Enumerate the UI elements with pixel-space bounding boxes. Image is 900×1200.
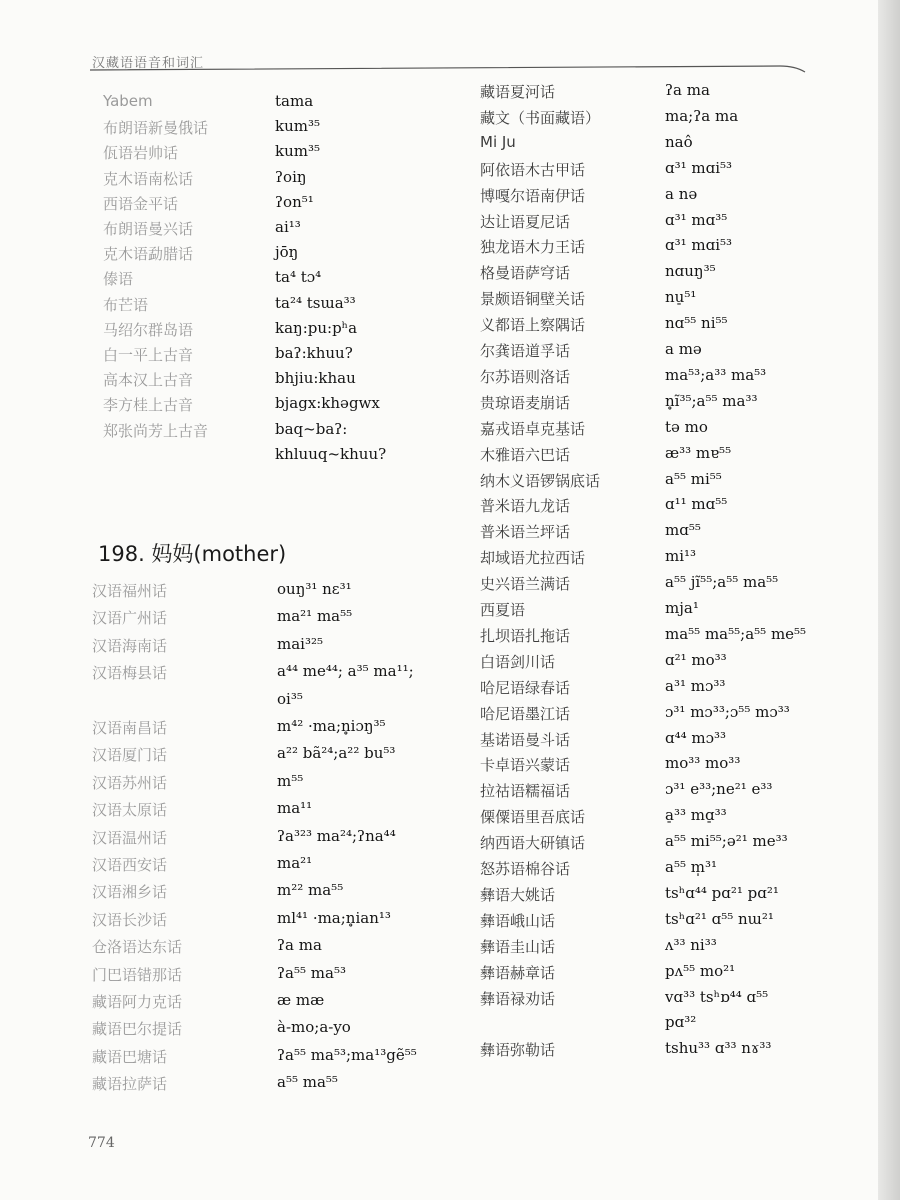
dictionary-entry — [480, 599, 880, 625]
word-form: m⁴² ·ma;n̥iɔŋ³⁵ — [277, 717, 386, 735]
dictionary-entry — [92, 936, 492, 962]
language-name: 李方桂上古音 — [103, 396, 194, 415]
dictionary-entry — [480, 314, 880, 340]
word-form: a mə — [665, 340, 702, 358]
dictionary-entry — [480, 547, 880, 573]
dictionary-entry — [92, 964, 492, 990]
word-form: a nə — [665, 184, 698, 203]
language-name: 汉语厦门话 — [92, 746, 168, 765]
word-form: a³¹ mɔ³³ — [665, 676, 726, 695]
language-name: 达让语夏尼话 — [480, 212, 571, 231]
dictionary-entry — [92, 690, 492, 716]
word-form: bhjiu:khau — [275, 369, 356, 388]
language-name: 阿依语木古甲话 — [480, 160, 586, 179]
language-name: 藏语拉萨话 — [92, 1075, 168, 1094]
word-form: kum³⁵ — [275, 117, 320, 136]
language-name: 纳木义语锣锅底话 — [480, 471, 601, 490]
dictionary-entry — [92, 909, 492, 935]
header-rule — [90, 56, 810, 76]
word-form: ɔ³¹ mɔ³³;ɔ⁵⁵ mɔ³³ — [665, 702, 790, 721]
dictionary-entry — [92, 744, 492, 770]
language-name: 马绍尔群岛语 — [103, 320, 194, 339]
word-form: naô — [665, 132, 693, 151]
word-form: ta⁴ tɔ⁴ — [275, 268, 322, 287]
dictionary-entry — [103, 168, 503, 194]
dictionary-entry — [480, 185, 880, 211]
word-form: ɑ³¹ mɑi⁵³ — [665, 236, 733, 255]
language-name: 白一平上古音 — [103, 346, 194, 364]
word-form: ouŋ³¹ nɛ³¹ — [277, 580, 352, 598]
language-name: 扎坝语扎拖话 — [480, 626, 571, 645]
language-name: 汉语南昌话 — [92, 719, 168, 737]
dictionary-entry — [92, 827, 492, 853]
word-form: mɑ⁵⁵ — [665, 521, 701, 540]
dictionary-entry — [103, 117, 503, 143]
dictionary-entry — [92, 1046, 492, 1072]
word-form: æ mæ — [277, 991, 325, 1009]
word-form: a⁴⁴ me⁴⁴; a³⁵ ma¹¹; — [277, 662, 414, 681]
word-form: mi¹³ — [665, 547, 697, 566]
dictionary-entry — [480, 418, 880, 444]
language-name: 彝语圭山话 — [480, 937, 556, 956]
dictionary-entry — [480, 1013, 880, 1039]
dictionary-entry — [92, 580, 492, 606]
dictionary-entry — [103, 420, 503, 446]
dictionary-entry — [480, 832, 880, 858]
running-header: 汉藏语语音和词汇 — [92, 56, 205, 71]
dictionary-entry — [103, 294, 503, 320]
language-name: 卡卓语兴蒙话 — [480, 756, 571, 775]
word-form: ɔ³¹ e³³;ne²¹ e³³ — [665, 780, 773, 799]
language-name: 普米语九龙话 — [480, 497, 571, 516]
dictionary-entry — [480, 729, 880, 755]
dictionary-entry — [480, 288, 880, 314]
dictionary-entry — [103, 394, 503, 420]
word-form: kaŋ:pu:pʰa — [275, 318, 358, 337]
dictionary-entry — [480, 133, 880, 159]
word-form: a⁵⁵ mi⁵⁵ — [665, 469, 722, 488]
dictionary-entry — [480, 495, 880, 521]
language-name: 尔苏语则洛话 — [480, 367, 571, 386]
word-form: bjagx:khəgwx — [275, 394, 380, 413]
dictionary-entry — [480, 366, 880, 392]
language-name: 汉语广州话 — [92, 609, 168, 628]
word-form: oi³⁵ — [277, 689, 303, 708]
dictionary-entry — [92, 635, 492, 661]
language-name: 景颇语铜壁关话 — [480, 290, 586, 309]
language-name: 汉语湘乡话 — [92, 883, 168, 902]
language-name: 仓洛语达东话 — [92, 938, 183, 957]
language-name: 布朗语新曼俄话 — [103, 119, 209, 138]
dictionary-entry — [92, 662, 492, 688]
dictionary-entry — [480, 703, 880, 729]
word-form: a⁵⁵ ma⁵⁵ — [277, 1073, 338, 1092]
dictionary-entry — [480, 236, 880, 262]
word-form: mo³³ mo³³ — [665, 754, 741, 773]
language-name: 史兴语兰满话 — [480, 575, 571, 594]
dictionary-entry — [480, 884, 880, 910]
word-form: ʔa ma — [277, 936, 322, 955]
word-form: ʔa ma — [665, 81, 710, 99]
language-name: 拉祜语糯福话 — [480, 782, 571, 801]
word-form: ml⁴¹ ·ma;n̥ian¹³ — [277, 908, 391, 927]
language-name: 傈僳语里吾底话 — [480, 808, 586, 827]
word-form: a⁵⁵ jĩ⁵⁵;a⁵⁵ ma⁵⁵ — [665, 573, 779, 592]
dictionary-entry — [480, 910, 880, 936]
language-name: 彝语赫章话 — [480, 963, 556, 982]
word-form: ʔa⁵⁵ ma⁵³;ma¹³gẽ⁵⁵ — [277, 1045, 417, 1064]
dictionary-entry — [103, 445, 503, 471]
dictionary-entry — [92, 991, 492, 1017]
word-form: ma²¹ — [277, 854, 313, 872]
dictionary-entry — [103, 243, 503, 269]
word-form: a²² bã²⁴;a²² bu⁵³ — [277, 744, 396, 763]
word-form: ɑ¹¹ mɑ⁵⁵ — [665, 495, 728, 514]
section-title: 198. 妈妈(mother) — [98, 542, 287, 566]
dictionary-entry — [480, 625, 880, 651]
dictionary-entry — [480, 392, 880, 418]
language-name: 高本汉上古音 — [103, 371, 194, 390]
word-form: a⁵⁵ m̩³¹ — [665, 858, 717, 876]
word-form: ɑ⁴⁴ mɔ³³ — [665, 728, 727, 747]
language-name: Yabem — [103, 92, 153, 110]
dictionary-entry — [480, 211, 880, 237]
language-name: 义都语上察隅话 — [480, 316, 586, 335]
language-name: 傣语 — [103, 270, 134, 289]
word-form: ʌ³³ ni³³ — [665, 935, 717, 954]
dictionary-entry — [480, 444, 880, 470]
word-form: tsʰɑ⁴⁴ pɑ²¹ pɑ²¹ — [665, 883, 779, 902]
language-name: 哈尼语绿春话 — [480, 678, 571, 697]
dictionary-entry — [480, 858, 880, 884]
dictionary-entry — [480, 962, 880, 988]
language-name: 汉语苏州话 — [92, 773, 168, 792]
dictionary-entry — [480, 780, 880, 806]
word-form: khluuq~khuu? — [275, 444, 387, 463]
word-form: n̥ĩ³⁵;a⁵⁵ ma³³ — [665, 391, 758, 410]
dictionary-entry — [480, 159, 880, 185]
language-name: 独龙语木力王话 — [480, 238, 586, 257]
dictionary-entry — [103, 319, 503, 345]
dictionary-entry — [480, 470, 880, 496]
word-form: kum³⁵ — [275, 142, 320, 161]
language-name: 格曼语萨穹话 — [480, 264, 571, 283]
word-form: tama — [275, 92, 314, 110]
word-form: ɑ³¹ mɑi⁵³ — [665, 158, 733, 177]
word-form: pʌ⁵⁵ mo²¹ — [665, 961, 736, 980]
dictionary-entry — [103, 142, 503, 168]
dictionary-entry — [92, 1073, 492, 1099]
language-name: 彝语禄劝话 — [480, 989, 556, 1008]
language-name: 却域语尤拉西话 — [480, 549, 586, 568]
dictionary-entry — [480, 107, 880, 133]
word-form: baʔ:khuu? — [275, 344, 353, 362]
language-name: 布芒语 — [103, 295, 149, 314]
word-form: æ³³ mɐ⁵⁵ — [665, 443, 732, 462]
language-name: 藏语夏河话 — [480, 83, 556, 101]
word-form: pɑ³² — [665, 1013, 697, 1032]
word-form: vɑ³³ tsʰɒ⁴⁴ ɑ⁵⁵ — [665, 987, 769, 1006]
language-name: 佤语岩帅话 — [103, 144, 179, 163]
language-name: 藏语阿力克话 — [92, 993, 183, 1011]
language-name: 贵琼语麦崩话 — [480, 393, 571, 412]
dictionary-entry — [103, 92, 503, 118]
word-form: ai¹³ — [275, 218, 301, 236]
language-name: 基诺语曼斗话 — [480, 730, 571, 749]
word-form: tsʰɑ²¹ ɑ⁵⁵ nɯ²¹ — [665, 909, 774, 928]
dictionary-entry — [480, 806, 880, 832]
word-form: nu̠⁵¹ — [665, 288, 697, 307]
word-form: tə mo — [665, 417, 708, 436]
language-name: 克木语勐腊话 — [103, 245, 194, 264]
word-form: ma⁵⁵ ma⁵⁵;a⁵⁵ me⁵⁵ — [665, 624, 807, 643]
language-name: 尔龚语道孚话 — [480, 342, 571, 360]
word-form: a⁵⁵ mi⁵⁵;ə²¹ me³³ — [665, 832, 788, 851]
language-name: Mi Ju — [480, 132, 516, 151]
language-name: 哈尼语墨江话 — [480, 704, 571, 723]
word-form: nɑ⁵⁵ ni⁵⁵ — [665, 314, 728, 333]
page-spine-shadow — [878, 0, 900, 1200]
language-name: 普米语兰坪话 — [480, 523, 571, 542]
dictionary-entry — [103, 268, 503, 294]
page-number: 774 — [88, 1135, 115, 1151]
word-form: mja¹ — [665, 599, 699, 617]
language-name: 汉语梅县话 — [92, 664, 168, 683]
language-name: 西夏语 — [480, 601, 526, 619]
word-form: mai³²⁵ — [277, 634, 324, 653]
dictionary-entry — [480, 988, 880, 1014]
dictionary-entry — [92, 854, 492, 880]
language-name: 木雅语六巴话 — [480, 445, 571, 464]
dictionary-entry — [92, 1018, 492, 1044]
word-form: à-mo;a-yo — [277, 1018, 351, 1037]
word-form: ta²⁴ tsɯa³³ — [275, 293, 356, 312]
language-name: 白语剑川话 — [480, 652, 556, 671]
dictionary-entry — [480, 81, 880, 107]
word-form: ma;ʔa ma — [665, 106, 739, 125]
dictionary-entry — [480, 573, 880, 599]
language-name: 汉语太原话 — [92, 801, 168, 820]
word-form: ɑ²¹ mo³³ — [665, 650, 727, 669]
language-name: 门巴语错那话 — [92, 965, 183, 984]
word-form: m⁵⁵ — [277, 771, 304, 790]
language-name: 郑张尚芳上古音 — [103, 421, 209, 440]
language-name: 博嘎尔语南伊话 — [480, 186, 586, 205]
dictionary-entry — [103, 218, 503, 244]
word-form: ma⁵³;a³³ ma⁵³ — [665, 365, 767, 384]
language-name: 汉语海南话 — [92, 636, 168, 655]
language-name: 藏语巴尔提话 — [92, 1020, 183, 1039]
word-form: m²² ma⁵⁵ — [277, 881, 344, 900]
dictionary-entry — [103, 369, 503, 395]
dictionary-entry — [480, 521, 880, 547]
language-name: 汉语温州话 — [92, 828, 168, 847]
language-name: 克木语南松话 — [103, 169, 194, 188]
dictionary-entry — [480, 754, 880, 780]
language-name: 嘉戎语卓克基话 — [480, 419, 586, 438]
language-name: 怒苏语棉谷话 — [480, 860, 571, 878]
language-name: 藏语巴塘话 — [92, 1047, 168, 1066]
dictionary-entry — [480, 936, 880, 962]
word-form: baq~baʔ: — [275, 419, 348, 438]
language-name: 彝语大姚话 — [480, 885, 556, 904]
dictionary-entry — [103, 193, 503, 219]
language-name: 彝语峨山话 — [480, 911, 556, 930]
word-form: a̠³³ mɑ̠³³ — [665, 806, 727, 825]
language-name: 西语金平话 — [103, 194, 179, 213]
dictionary-entry — [480, 1039, 880, 1065]
word-form: ʔa³²³ ma²⁴;ʔna⁴⁴ — [277, 826, 396, 845]
dictionary-entry — [480, 677, 880, 703]
dictionary-entry — [92, 717, 492, 743]
language-name: 布朗语曼兴话 — [103, 220, 194, 238]
word-form: ɑ³¹ mɑ³⁵ — [665, 210, 728, 229]
dictionary-entry — [92, 799, 492, 825]
dictionary-entry — [92, 881, 492, 907]
word-form: jōŋ — [275, 243, 299, 262]
word-form: ma²¹ ma⁵⁵ — [277, 607, 353, 626]
word-form: ʔoiŋ — [275, 167, 307, 186]
language-name: 汉语福州话 — [92, 582, 168, 600]
language-name: 汉语长沙话 — [92, 910, 168, 929]
word-form: ma¹¹ — [277, 799, 313, 818]
language-name: 汉语西安话 — [92, 856, 168, 874]
dictionary-entry — [480, 651, 880, 677]
dictionary-entry — [480, 340, 880, 366]
language-name: 彝语弥勒话 — [480, 1041, 556, 1060]
dictionary-entry — [480, 262, 880, 288]
dictionary-entry — [92, 772, 492, 798]
language-name: 纳西语大研镇话 — [480, 834, 586, 853]
dictionary-entry — [103, 344, 503, 370]
dictionary-entry — [92, 607, 492, 633]
word-form: nɑuŋ³⁵ — [665, 262, 716, 281]
word-form: ʔon⁵¹ — [275, 192, 314, 211]
word-form: ʔa⁵⁵ ma⁵³ — [277, 963, 346, 982]
language-name: 藏文（书面藏语） — [480, 108, 601, 127]
word-form: tshu³³ ɑ³³ nɤ³³ — [665, 1039, 772, 1058]
